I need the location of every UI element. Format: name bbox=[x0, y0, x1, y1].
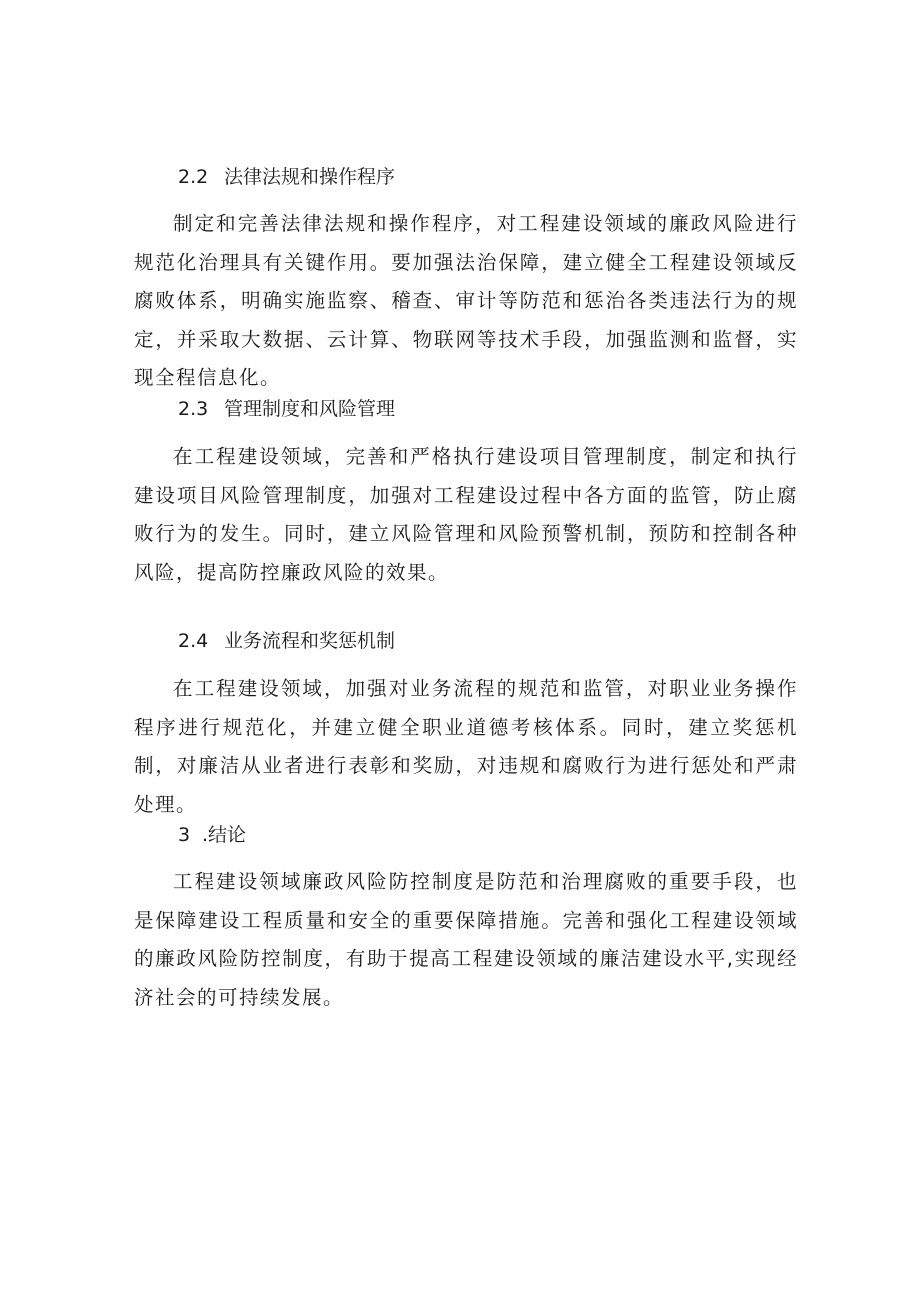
section-heading-2-2 bbox=[178, 165, 395, 189]
section-heading-3 bbox=[178, 823, 246, 847]
section-number: 3 bbox=[178, 824, 191, 846]
section-heading-2-4 bbox=[178, 629, 395, 653]
section-number: 2.2 bbox=[178, 166, 209, 188]
section-paragraph-2-3: 在工程建设领域，完善和严格执行建设项目管理制度，制定和执行建设项目风险管理制度，加强对工程建设过程中各方面的监管，防止腐败行为的发生。同时，建立风险管理和风险预警机制，预防和控制各种风险，提高防控廉政风险的效果。 bbox=[134, 445, 798, 584]
section-number: 2.4 bbox=[178, 630, 209, 652]
section-number: 2.3 bbox=[178, 398, 209, 420]
section-title: 业务流程和奖惩机制 bbox=[224, 630, 396, 652]
section-paragraph-3: 工程建设领域廉政风险防控制度是防范和治理腐败的重要手段，也是保障建设工程质量和安全的重要保障措施。完善和强化工程建设领域的廉政风险防控制度，有助于提高工程建设领域的廉洁建设水平,实现经济社会的可持续发展。 bbox=[134, 870, 798, 1009]
section-title: 法律法规和操作程序 bbox=[224, 166, 396, 188]
section-title: 管理制度和风险管理 bbox=[224, 398, 396, 420]
section-paragraph-2-4: 在工程建设领域，加强对业务流程的规范和监管，对职业业务操作程序进行规范化，并建立健全职业道德考核体系。同时，建立奖惩机制，对廉洁从业者进行表彰和奖励，对违规和腐败行为进行惩处和严肃处理。 bbox=[134, 677, 798, 816]
section-paragraph-2-2: 制定和完善法律法规和操作程序，对工程建设领域的廉政风险进行规范化治理具有关键作用。要加强法治保障，建立健全工程建设领域反腐败体系，明确实施监察、稽查、审计等防范和惩治各类违法行为的规定，并采取大数据、云计算、物联网等技术手段，加强监测和监督，实现全程信息化。 bbox=[134, 212, 798, 390]
section-title: .结论 bbox=[202, 824, 247, 846]
section-heading-2-3 bbox=[178, 397, 395, 421]
